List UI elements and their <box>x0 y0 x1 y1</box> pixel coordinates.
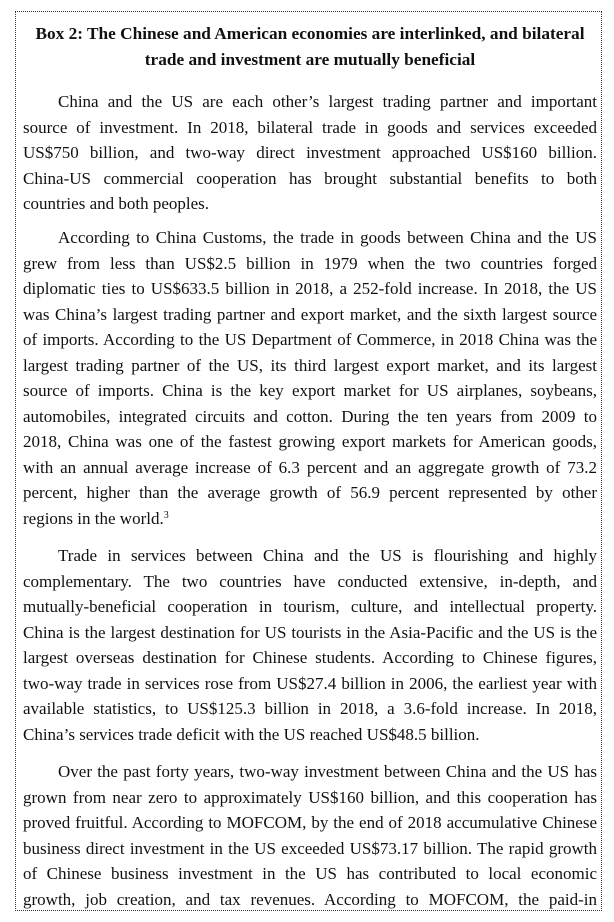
text-line: with an annual average increase of 6.3 percent and an aggregate growth of 73.2 <box>23 457 597 477</box>
text-line: US$750 billion, and two-way direct investment approached US$160 billion. <box>23 143 597 162</box>
text-line-content: regions in the world. <box>23 508 164 528</box>
text-line: According to China Customs, the trade in goods between China and the US <box>58 228 597 247</box>
paragraph-trade-in-services <box>23 543 597 747</box>
text-line: available statistics, to US$125.3 billion in 2018, a 3.6-fold increase. In 2018, <box>23 699 597 718</box>
box-title-line: trade and investment are mutually beneficial <box>144 50 476 69</box>
text-line: Over the past forty years, two-way investment between China and the US has <box>58 762 597 781</box>
text-line: of Chinese business investment in the US has contributed to local economic <box>23 864 597 883</box>
footnote-reference[interactable]: 3 <box>163 509 169 521</box>
paragraph-two-way-investment <box>23 759 597 912</box>
text-line: growth, job creation, and tax revenues. According to MOFCOM, the paid-in <box>23 889 597 909</box>
text-line <box>23 506 597 532</box>
text-line: two-way trade in services rose from US$27.4 billion in 2006, the earliest year with <box>23 673 597 693</box>
text-line: of imports. According to the US Department of Commerce, in 2018 China was the <box>23 330 597 349</box>
text-line: percent, higher than the average growth of 56.9 percent represented by other <box>23 483 597 502</box>
text-line: source of imports. China is the key export market for US airplanes, soybeans, <box>23 381 597 400</box>
paragraph-trade-overview <box>23 89 597 217</box>
paragraph-trade-in-goods <box>23 225 597 531</box>
text-line: grown from near zero to approximately US$160 billion, and this cooperation has <box>23 787 597 807</box>
box-title-line: Box 2: The Chinese and American economies are interlinked, and bilateral <box>35 24 585 43</box>
text-line: China-US commercial cooperation has brought substantial benefits to both <box>23 168 597 188</box>
text-line: business direct investment in the US exceeded US$73.17 billion. The rapid growth <box>23 838 597 858</box>
text-line: China and the US are each other’s largest trading partner and important <box>58 92 597 111</box>
text-line: China is the largest destination for US tourists in the Asia-Pacific and the US is the <box>23 622 597 642</box>
text-line: automobiles, integrated circuits and cotton. During the ten years from 2009 to <box>23 406 597 426</box>
text-line: Trade in services between China and the US is flourishing and highly <box>58 546 597 565</box>
text-line: complementary. The two countries have conducted extensive, in-depth, and <box>23 571 597 591</box>
text-line: source of investment. In 2018, bilateral trade in goods and services exceeded <box>23 117 597 137</box>
box-title <box>23 21 597 73</box>
text-line: proved fruitful. According to MOFCOM, by the end of 2018 accumulative Chinese <box>23 813 597 832</box>
text-line: countries and both peoples. <box>23 194 210 213</box>
text-line: was China’s largest trading partner and export market, and the sixth largest source <box>23 304 597 324</box>
text-line: diplomatic ties to US$633.5 billion in 2018, a 252-fold increase. In 2018, the US <box>23 279 597 298</box>
text-line: 2018, China was one of the fastest growing export markets for American goods, <box>23 432 597 451</box>
text-line: largest overseas destination for Chinese students. According to Chinese figures, <box>23 648 597 667</box>
text-line: mutually-beneficial cooperation in tourism, culture, and intellectual property. <box>23 597 597 616</box>
text-line: largest trading partner of the US, its third largest export market, and its largest <box>23 355 597 375</box>
text-line: grew from less than US$2.5 billion in 1979 when the two countries forged <box>23 253 597 273</box>
text-line: China’s services trade deficit with the US reached US$48.5 billion. <box>23 724 480 744</box>
